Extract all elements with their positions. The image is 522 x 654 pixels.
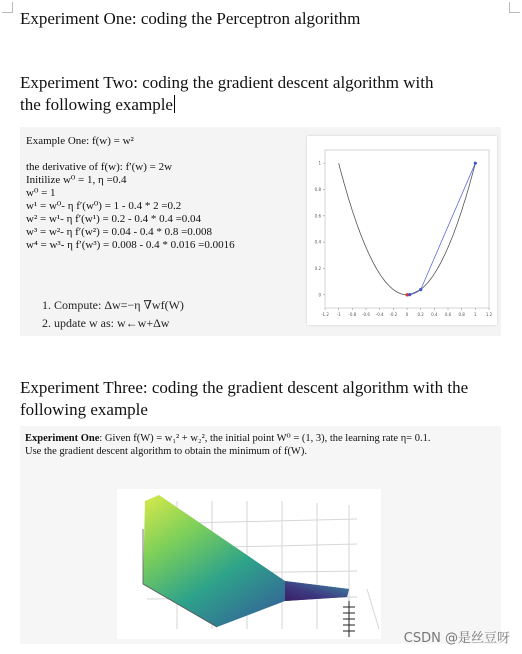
x-tick-label: -0.4	[375, 312, 384, 317]
x-tick-label: -0.8	[348, 312, 357, 317]
heading-three-line2: following example	[20, 400, 148, 419]
descent-point	[419, 288, 422, 291]
x-tick-label: 0.6	[444, 312, 452, 317]
surface-svg	[117, 489, 381, 639]
w3-line: w³ = w²- η f′(w²) = 0.04 - 0.4 * 0.8 =0.008	[26, 226, 213, 238]
w0-line: w⁰ = 1	[26, 187, 56, 199]
text-cursor	[174, 95, 175, 113]
series-descent-path	[407, 163, 475, 295]
gradient-descent-plot	[307, 136, 497, 325]
page-corner-mark-right	[509, 2, 520, 13]
series-function-line	[339, 163, 476, 295]
x-tick-label: 0.2	[417, 312, 424, 317]
w1-line: w¹ = w⁰- η f′(w⁰) = 1 - 0.4 * 2 =0.2	[26, 200, 182, 212]
x-tick-label: -1	[336, 312, 341, 317]
descent-point	[406, 293, 409, 296]
heading-two-line2: the following example	[20, 95, 173, 114]
heading-three-line1: Experiment Three: coding the gradient descent algorithm with the	[20, 378, 469, 397]
x-tick-label: -0.6	[362, 312, 370, 317]
w2-line: w² = w¹- η f′(w¹) = 0.2 - 0.4 * 0.4 =0.04	[26, 213, 202, 225]
heading-experiment-three	[20, 377, 468, 421]
y-tick-label: 0.4	[314, 239, 321, 245]
plot-svg	[307, 136, 497, 325]
y-tick-label: 0.2	[314, 266, 321, 271]
x-tick-label: -0.2	[389, 312, 398, 317]
w4-line: w⁴ = w³- η f′(w³) = 0.008 - 0.4 * 0.016 =0.0016	[26, 239, 235, 251]
page-corner-mark-left	[2, 2, 13, 13]
step-update: 2. update w as: w←w+Δw	[42, 316, 170, 330]
x-tick-label: 0.4	[431, 312, 438, 317]
problem-text-1: : Given f(W) = w₁² + w₂², the initial point W⁰ = (1, 3), the learning rate η= 0.1.	[99, 433, 431, 444]
heading-two-line1: Experiment Two: coding the gradient descent algorithm with	[20, 73, 434, 92]
y-tick-label: 1	[318, 160, 321, 166]
init-line: Initilize w⁰ = 1, η =0.4	[26, 174, 127, 186]
example-one-image	[20, 127, 501, 336]
x-tick-label: -1.2	[321, 312, 329, 317]
descent-point	[474, 162, 477, 165]
x-tick-label: 0.8	[458, 312, 465, 317]
watermark: CSDN @是丝豆呀	[403, 631, 510, 646]
x-tick-label: 0	[405, 312, 409, 317]
surface-plot	[117, 489, 381, 639]
derivative-line: the derivative of f(w): f′(w) = 2w	[26, 161, 173, 173]
plot-frame	[325, 150, 489, 308]
y-tick-label: 0	[318, 292, 321, 298]
heading-experiment-two[interactable]	[20, 72, 433, 116]
problem-statement	[25, 432, 497, 458]
step-compute: 1. Compute: Δw=−η ∇wf(W)	[42, 298, 184, 312]
heading-experiment-one: Experiment One: coding the Perceptron algorithm	[20, 9, 361, 28]
x-tick-label: 1.2	[485, 312, 493, 317]
example-title: Example One: f(w) = w²	[26, 135, 134, 147]
y-tick-label: 0.8	[314, 187, 321, 192]
example-three-image	[20, 426, 501, 644]
problem-label: Experiment One	[25, 433, 100, 444]
x-tick-label: 1	[474, 312, 477, 317]
y-tick-label: 0.6	[314, 213, 321, 219]
problem-text-2: Use the gradient descent algorithm to obtain the minimum of f(W).	[25, 446, 307, 457]
